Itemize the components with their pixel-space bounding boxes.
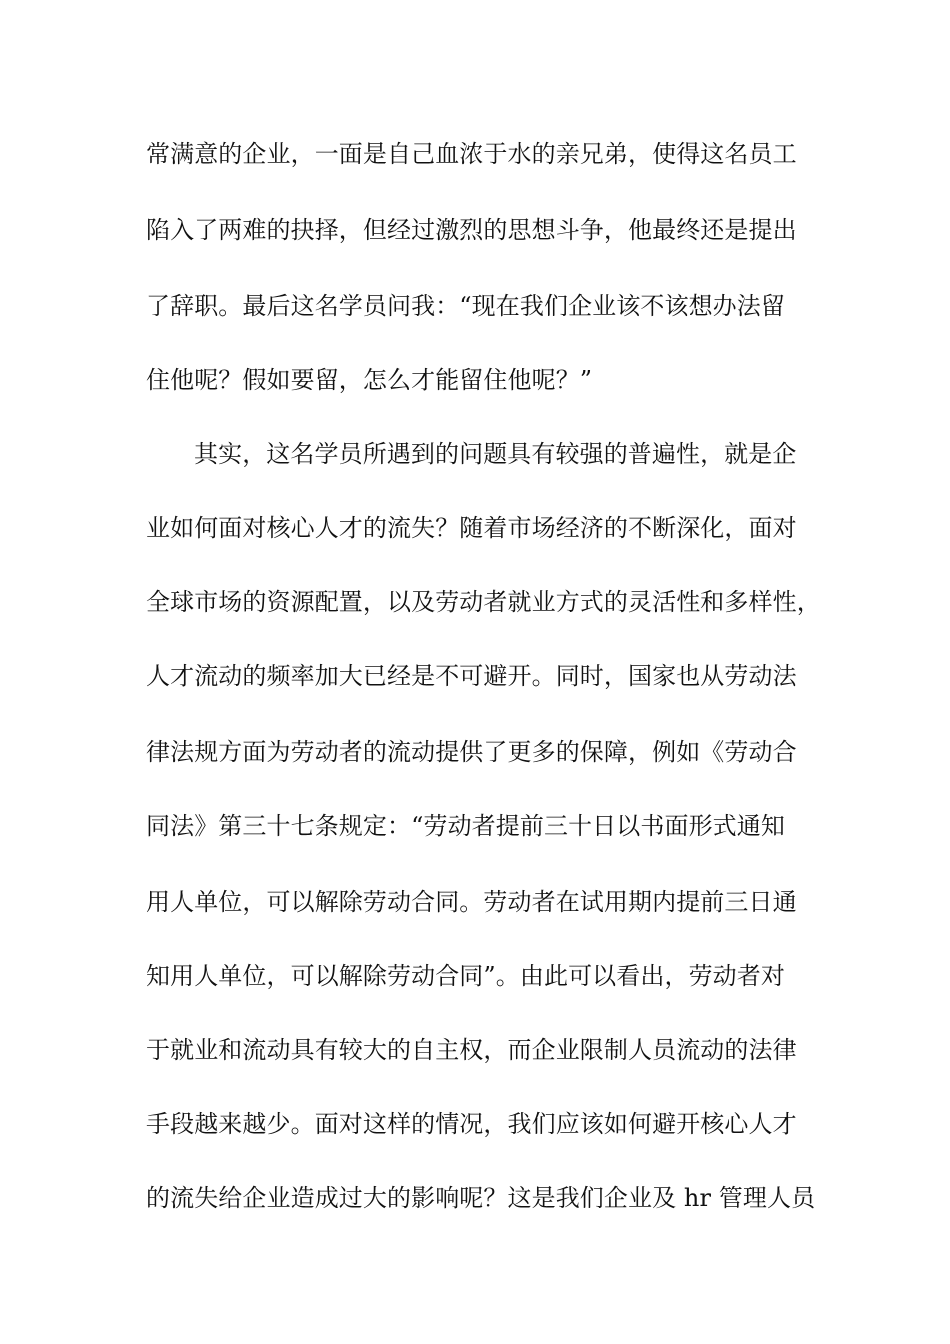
text-line: 知用人单位，可以解除劳动合同”。由此可以看出，劳动者对 (146, 962, 785, 990)
paragraph-first-line: 其实，这名学员所遇到的问题具有较强的普遍性，就是企 (194, 440, 797, 468)
text-line: 的流失给企业造成过大的影响呢？这是我们企业及 hr 管理人员 (146, 1184, 816, 1212)
text-line: 手段越来越少。面对这样的情况，我们应该如何避开核心人才 (146, 1110, 797, 1138)
text-line: 全球市场的资源配置，以及劳动者就业方式的灵活性和多样性， (146, 588, 821, 616)
text-line: 了辞职。最后这名学员问我：“现在我们企业该不该想办法留 (146, 292, 785, 320)
text-line: 用人单位，可以解除劳动合同。劳动者在试用期内提前三日通 (146, 888, 797, 916)
text-line: 陷入了两难的抉择，但经过激烈的思想斗争，他最终还是提出 (146, 216, 797, 244)
text-line: 人才流动的频率加大已经是不可避开。同时，国家也从劳动法 (146, 662, 797, 690)
text-line: 住他呢？假如要留，怎么才能留住他呢？” (146, 366, 593, 394)
text-line: 业如何面对核心人才的流失？随着市场经济的不断深化，面对 (146, 514, 797, 542)
text-line: 于就业和流动具有较大的自主权，而企业限制人员流动的法律 (146, 1036, 797, 1064)
text-line: 常满意的企业，一面是自己血浓于水的亲兄弟，使得这名员工 (146, 140, 797, 168)
text-line: 同法》第三十七条规定：“劳动者提前三十日以书面形式通知 (146, 812, 785, 840)
text-line: 律法规方面为劳动者的流动提供了更多的保障，例如《劳动合 (146, 738, 797, 766)
